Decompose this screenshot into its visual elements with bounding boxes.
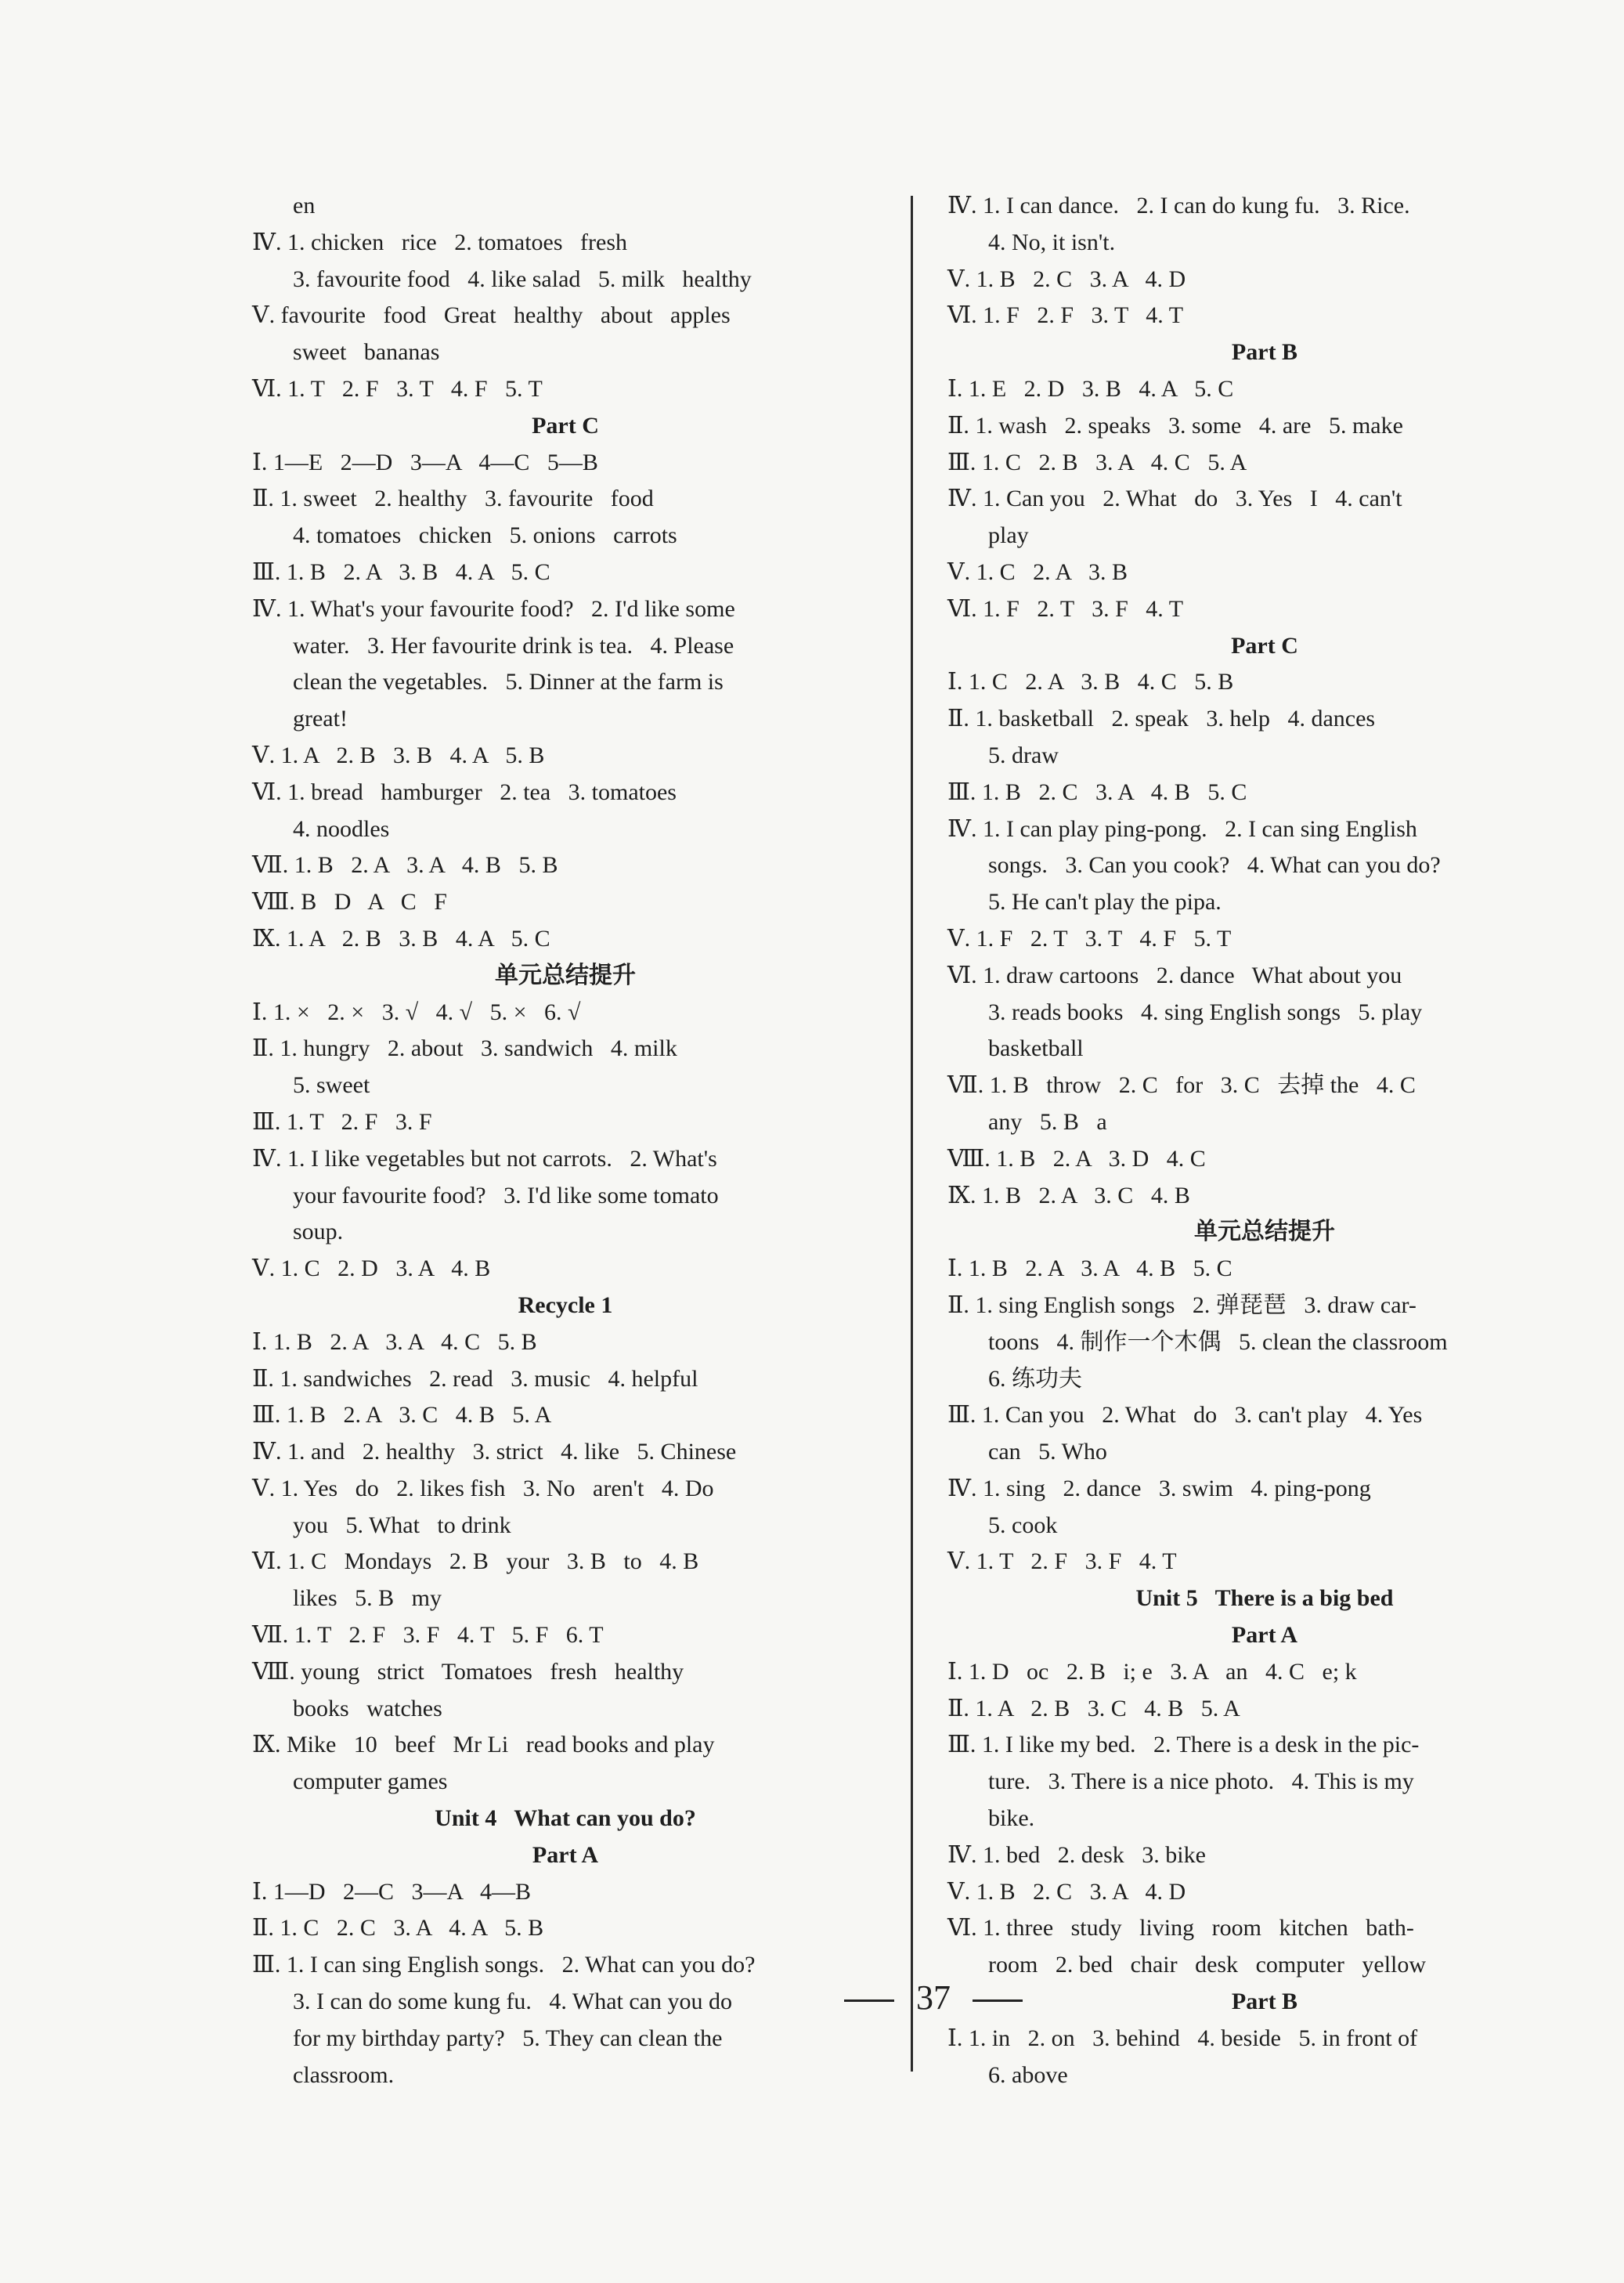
section-heading: Part C (532, 412, 599, 439)
page-number-footer (822, 1978, 1045, 2017)
right-dash (973, 1999, 1023, 2002)
answer-line: Ⅱ. 1. sing English songs 2. 弹琵琶 3. draw car- (947, 1291, 1416, 1318)
answer-line: Ⅸ. Mike 10 beef Mr Li read books and play (252, 1732, 715, 1758)
answer-line: Ⅱ. 1. wash 2. speaks 3. some 4. are 5. make (947, 412, 1403, 439)
right-answer-column (947, 188, 1582, 2093)
answer-line: Ⅴ. 1. Yes do 2. likes fish 3. No aren't 4. Do (252, 1475, 714, 1501)
section-heading: Unit 4 What can you do? (435, 1805, 696, 1832)
answer-line: Ⅳ. 1. chicken rice 2. tomatoes fresh (252, 229, 627, 255)
answer-line: clean the vegetables. 5. Dinner at the farm is (293, 669, 724, 695)
answer-line: 4. No, it isn't. (988, 229, 1116, 255)
answer-line: Ⅳ. 1. I like vegetables but not carrots. 2. What's (252, 1145, 717, 1172)
left-dash (844, 1999, 894, 2002)
answer-line: can 5. Who (988, 1439, 1107, 1465)
answer-line: en (293, 193, 316, 219)
answer-line: ture. 3. There is a nice photo. 4. This is my (988, 1768, 1414, 1795)
answer-line: Ⅸ. 1. B 2. A 3. C 4. B (947, 1182, 1190, 1208)
answer-line: Ⅴ. 1. B 2. C 3. A 4. D (947, 1878, 1186, 1905)
answer-line: Ⅶ. 1. B 2. A 3. A 4. B 5. B (252, 852, 558, 879)
answer-line: Ⅲ. 1. B 2. A 3. C 4. B 5. A (252, 1402, 552, 1429)
answer-line: Ⅴ. 1. C 2. A 3. B (947, 558, 1128, 585)
answer-line: great! (293, 706, 348, 732)
section-heading: Part B (1231, 1989, 1298, 2015)
answer-line: Ⅱ. 1. C 2. C 3. A 4. A 5. B (252, 1915, 544, 1942)
answer-line: Ⅲ. 1. B 2. C 3. A 4. B 5. C (947, 778, 1247, 805)
answer-line: room 2. bed chair desk computer yellow (988, 1952, 1427, 1978)
column-divider (911, 196, 913, 2072)
answer-line: Ⅰ. 1. C 2. A 3. B 4. C 5. B (947, 669, 1234, 695)
answer-line: Ⅰ. 1—E 2—D 3—A 4—C 5—B (252, 449, 598, 475)
answer-line: songs. 3. Can you cook? 4. What can you do? (988, 852, 1441, 879)
left-answer-column (252, 188, 879, 2093)
answer-line: Ⅵ. 1. draw cartoons 2. dance What about you (947, 962, 1402, 988)
answer-line: sweet bananas (293, 339, 440, 366)
answer-line: 5. draw (988, 742, 1059, 768)
answer-line: Ⅲ. 1. I can sing English songs. 2. What can you do? (252, 1952, 756, 1978)
answer-line: 6. above (988, 2061, 1068, 2088)
answer-line: 4. tomatoes chicken 5. onions carrots (293, 522, 677, 549)
section-heading: Unit 5 There is a big bed (1135, 1585, 1394, 1612)
answer-line: Ⅵ. 1. three study living room kitchen bath- (947, 1915, 1414, 1942)
answer-line: Ⅳ. 1. bed 2. desk 3. bike (947, 1841, 1206, 1868)
answer-line: Ⅳ. 1. What's your favourite food? 2. I'd like some (252, 595, 735, 622)
answer-line: Ⅳ. 1. sing 2. dance 3. swim 4. ping-pong (947, 1475, 1371, 1501)
answer-line: Ⅱ. 1. A 2. B 3. C 4. B 5. A (947, 1695, 1240, 1721)
answer-line: likes 5. B my (293, 1585, 442, 1612)
answer-line: Ⅱ. 1. hungry 2. about 3. sandwich 4. milk (252, 1035, 677, 1062)
answer-line: 4. noodles (293, 815, 390, 842)
answer-line: Ⅶ. 1. B throw 2. C for 3. C 去掉 the 4. C (947, 1072, 1416, 1099)
answer-line: Ⅲ. 1. T 2. F 3. F (252, 1108, 432, 1135)
answer-line: Ⅰ. 1—D 2—C 3—A 4—B (252, 1878, 532, 1905)
answer-line: Ⅷ. 1. B 2. A 3. D 4. C (947, 1145, 1206, 1172)
answer-line: Ⅳ. 1. and 2. healthy 3. strict 4. like 5. Chinese (252, 1439, 737, 1465)
section-heading: Part B (1231, 339, 1298, 366)
answer-line: Ⅷ. B D A C F (252, 889, 447, 916)
answer-line: 3. favourite food 4. like salad 5. milk healthy (293, 266, 752, 292)
answer-line: basketball (988, 1035, 1084, 1062)
section-heading: Part A (1231, 1622, 1298, 1649)
answer-line: you 5. What to drink (293, 1512, 511, 1538)
answer-line: Ⅱ. 1. sweet 2. healthy 3. favourite food (252, 486, 654, 512)
answer-line: Ⅰ. 1. E 2. D 3. B 4. A 5. C (947, 375, 1234, 402)
answer-line: Ⅴ. 1. T 2. F 3. F 4. T (947, 1548, 1177, 1575)
answer-line: Ⅰ. 1. in 2. on 3. behind 4. beside 5. in front of (947, 2025, 1418, 2051)
answer-line: 5. sweet (293, 1072, 370, 1099)
answer-line: Ⅰ. 1. D oc 2. B i; e 3. A an 4. C e; k (947, 1658, 1357, 1685)
answer-line: Ⅴ. favourite food Great healthy about apples (252, 302, 731, 329)
answer-line: for my birthday party? 5. They can clean the (293, 2025, 723, 2051)
answer-line: 6. 练功夫 (988, 1365, 1082, 1392)
section-heading: Recycle 1 (518, 1291, 613, 1318)
section-heading: Part A (532, 1841, 599, 1868)
answer-line: Ⅳ. 1. I can dance. 2. I can do kung fu. 3. Rice. (947, 193, 1410, 219)
answer-line: Ⅴ. 1. C 2. D 3. A 4. B (252, 1255, 491, 1282)
answer-line: your favourite food? 3. I'd like some tomato (293, 1182, 719, 1208)
answer-line: play (988, 522, 1029, 549)
answer-line: Ⅱ. 1. basketball 2. speak 3. help 4. dances (947, 706, 1376, 732)
answer-line: Ⅲ. 1. Can you 2. What do 3. can't play 4. Yes (947, 1402, 1423, 1429)
answer-line: books watches (293, 1695, 442, 1721)
answer-line: water. 3. Her favourite drink is tea. 4. Please (293, 632, 734, 659)
answer-line: Ⅴ. 1. F 2. T 3. T 4. F 5. T (947, 925, 1232, 952)
answer-line: classroom. (293, 2061, 395, 2088)
answer-line: computer games (293, 1768, 448, 1795)
answer-line: Ⅲ. 1. B 2. A 3. B 4. A 5. C (252, 558, 550, 585)
answer-line: Ⅰ. 1. × 2. × 3. √ 4. √ 5. × 6. √ (252, 999, 581, 1025)
section-heading: Part C (1231, 632, 1298, 659)
answer-line: Ⅴ. 1. B 2. C 3. A 4. D (947, 266, 1186, 292)
answer-line: Ⅳ. 1. Can you 2. What do 3. Yes I 4. can't (947, 486, 1402, 512)
answer-line: Ⅱ. 1. sandwiches 2. read 3. music 4. helpful (252, 1365, 698, 1392)
answer-line: 3. reads books 4. sing English songs 5. play (988, 999, 1423, 1025)
answer-line: Ⅵ. 1. T 2. F 3. T 4. F 5. T (252, 375, 543, 402)
answer-line: Ⅶ. 1. T 2. F 3. F 4. T 5. F 6. T (252, 1622, 604, 1649)
answer-line: Ⅴ. 1. A 2. B 3. B 4. A 5. B (252, 742, 545, 768)
answer-line: Ⅰ. 1. B 2. A 3. A 4. B 5. C (947, 1255, 1232, 1282)
answer-line: Ⅷ. young strict Tomatoes fresh healthy (252, 1658, 684, 1685)
answer-line: Ⅸ. 1. A 2. B 3. B 4. A 5. C (252, 925, 550, 952)
answer-line: Ⅲ. 1. I like my bed. 2. There is a desk in the pic- (947, 1732, 1420, 1758)
section-heading: 单元总结提升 (495, 962, 636, 988)
answer-line: Ⅲ. 1. C 2. B 3. A 4. C 5. A (947, 449, 1247, 475)
answer-line: 5. He can't play the pipa. (988, 889, 1222, 916)
answer-line: bike. (988, 1805, 1035, 1832)
answer-line: 5. cook (988, 1512, 1058, 1538)
answer-line: 3. I can do some kung fu. 4. What can you do (293, 1989, 732, 2015)
answer-line: Ⅵ. 1. C Mondays 2. B your 3. B to 4. B (252, 1548, 699, 1575)
answer-line: Ⅵ. 1. F 2. T 3. F 4. T (947, 595, 1184, 622)
answer-line: any 5. B a (988, 1108, 1107, 1135)
answer-line: Ⅵ. 1. F 2. F 3. T 4. T (947, 302, 1184, 329)
answer-line: Ⅰ. 1. B 2. A 3. A 4. C 5. B (252, 1328, 537, 1355)
answer-line: soup. (293, 1219, 344, 1245)
page-number: 37 (916, 1978, 951, 2017)
answer-line: toons 4. 制作一个木偶 5. clean the classroom (988, 1328, 1448, 1355)
section-heading: 单元总结提升 (1194, 1219, 1335, 1245)
answer-line: Ⅵ. 1. bread hamburger 2. tea 3. tomatoes (252, 778, 677, 805)
answer-line: Ⅳ. 1. I can play ping-pong. 2. I can sing English (947, 815, 1417, 842)
